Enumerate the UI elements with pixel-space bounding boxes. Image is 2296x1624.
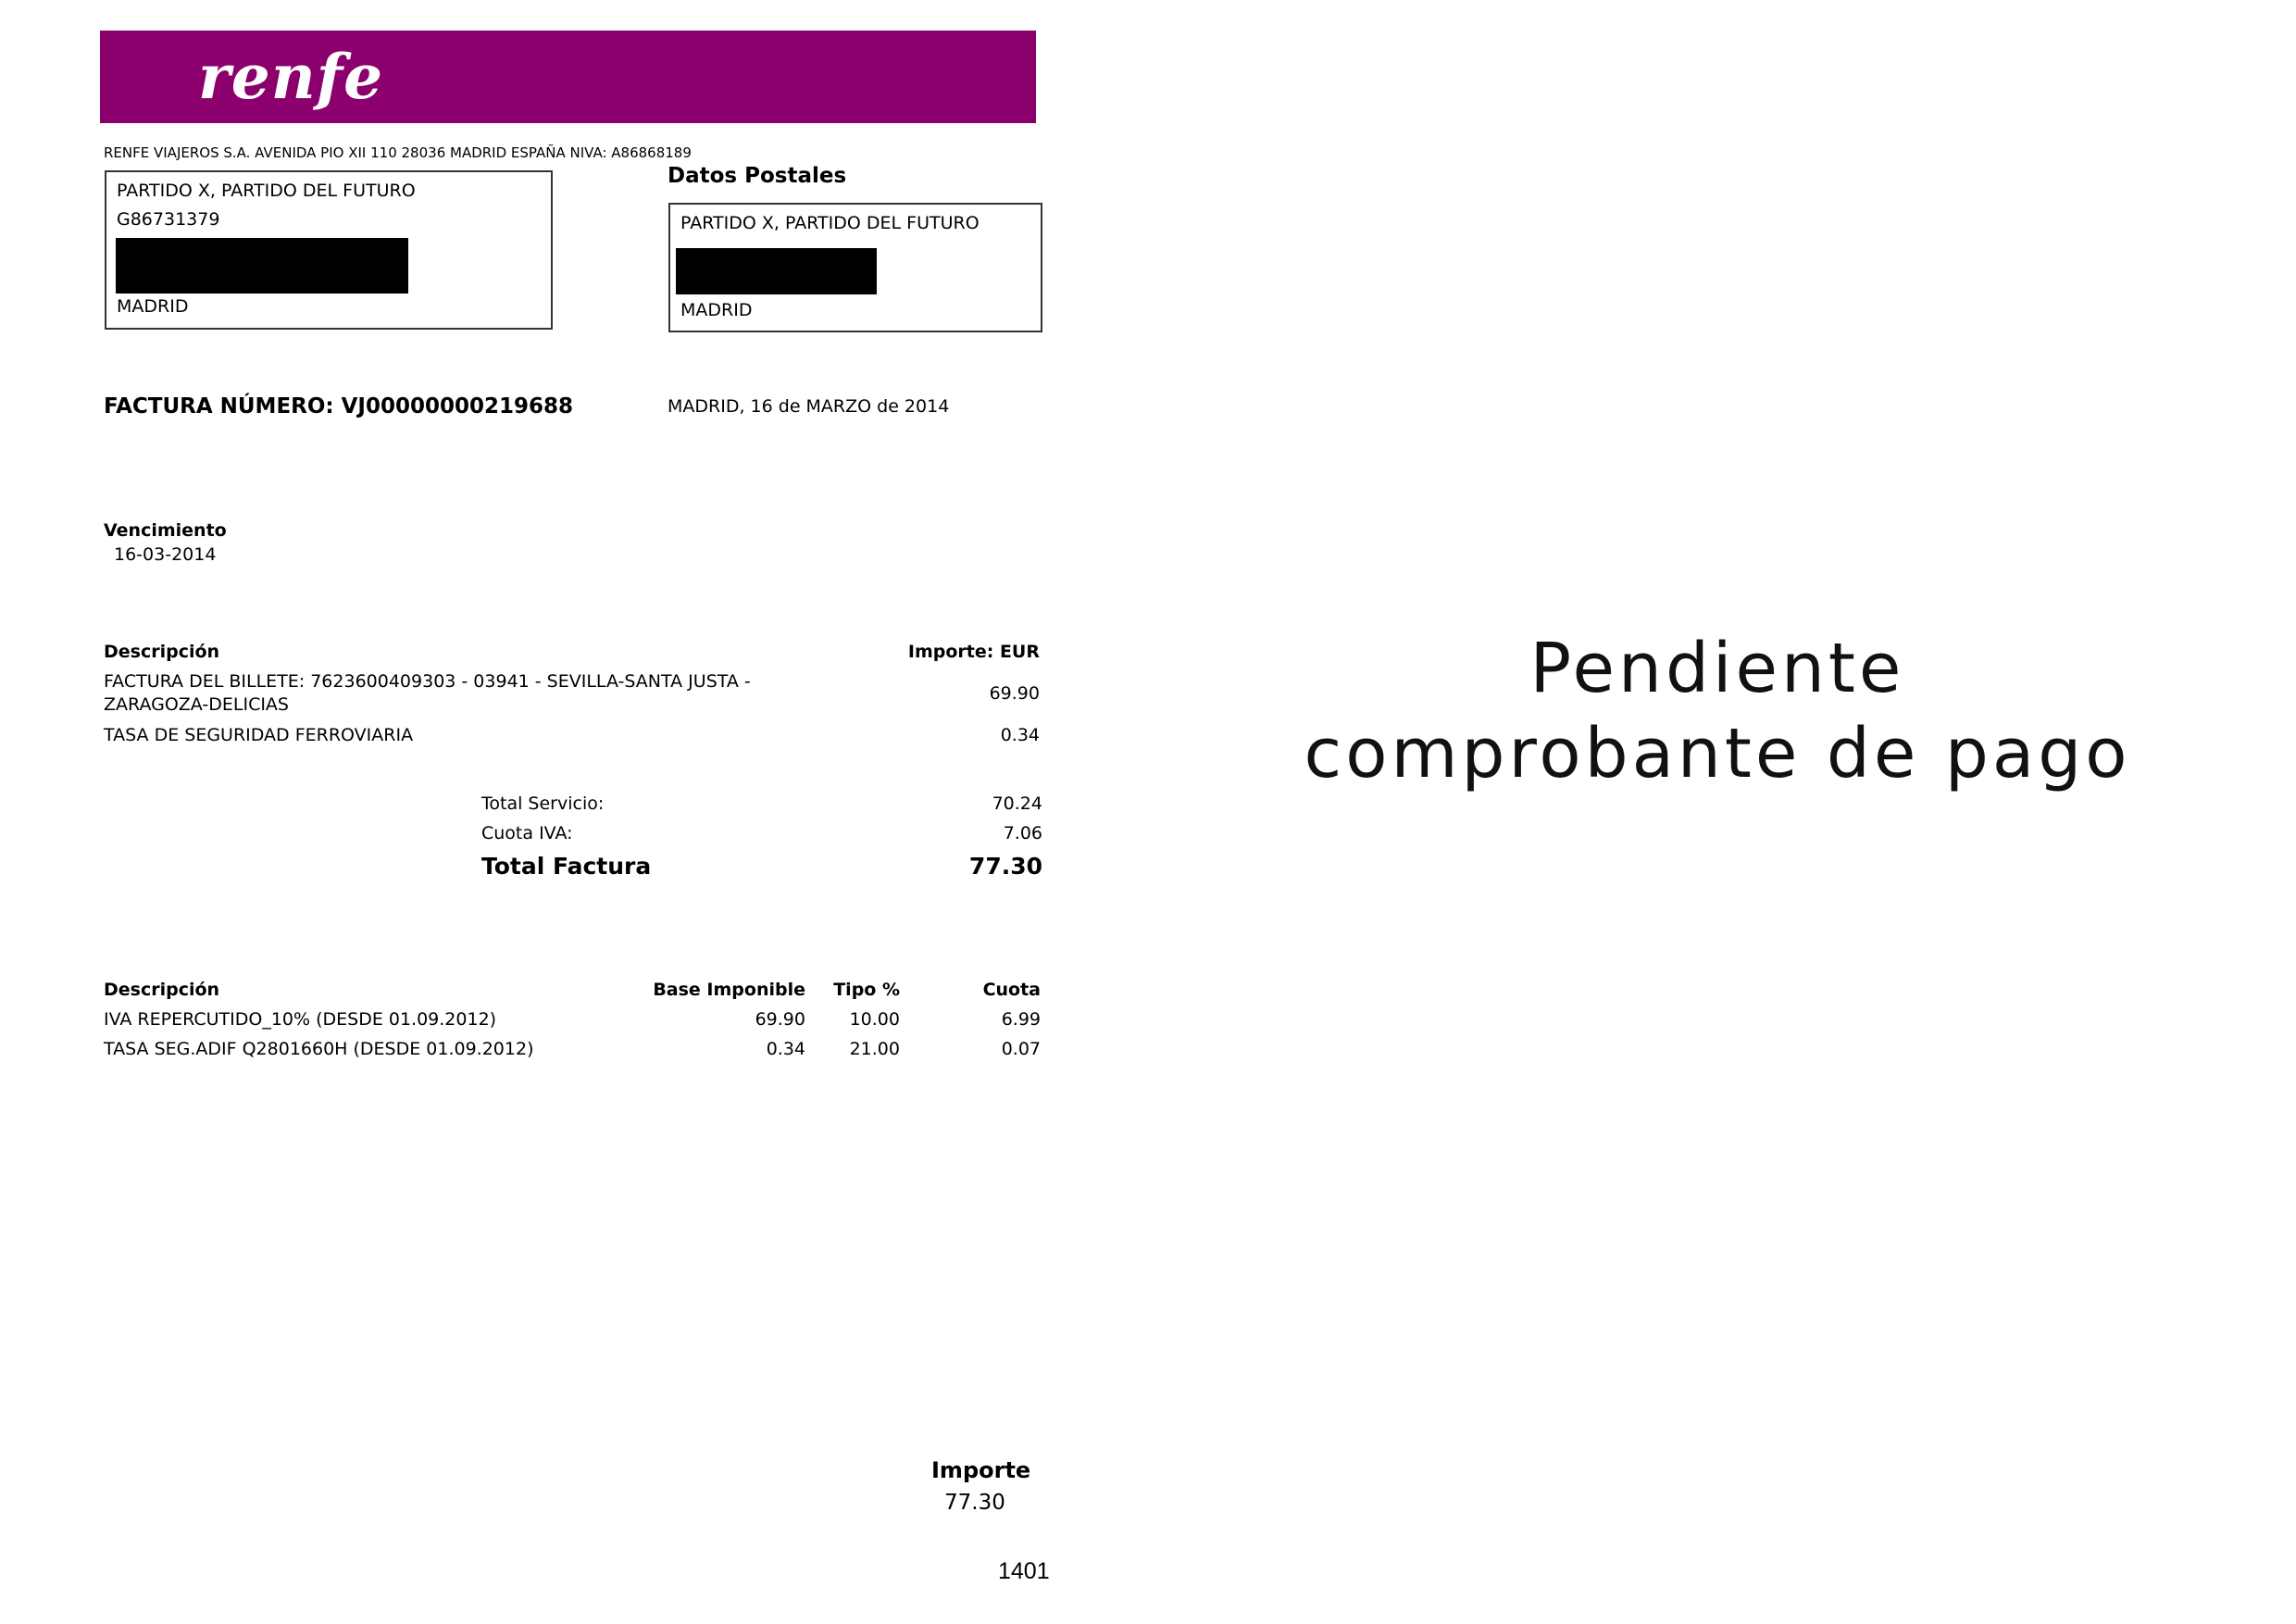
pending-notice-line1: Pendiente [1529, 629, 1905, 708]
importe-label: Importe [931, 1457, 1031, 1483]
lines-header-description: Descripción [104, 642, 220, 662]
postal-city: MADRID [680, 300, 753, 320]
invoice-total-label: Total Factura [481, 853, 652, 880]
tax-header-description: Descripción [104, 980, 220, 1000]
tax-row-quota: 6.99 [1001, 1009, 1041, 1030]
company-info-line: RENFE VIAJEROS S.A. AVENIDA PIO XII 110 28036 MADRID ESPAÑA NIVA: A86868189 [104, 144, 692, 161]
total-service-label: Total Servicio: [481, 793, 605, 814]
redacted-address-block [116, 238, 408, 294]
tax-header-quota: Cuota [982, 980, 1041, 1000]
total-service-value: 70.24 [992, 793, 1042, 814]
line-item-amount: 0.34 [1000, 725, 1040, 745]
customer-address-box [105, 170, 553, 330]
invoice-total-value: 77.30 [968, 853, 1042, 880]
line-item-description-cont: ZARAGOZA-DELICIAS [104, 694, 289, 715]
postal-name: PARTIDO X, PARTIDO DEL FUTURO [680, 213, 980, 233]
line-item-amount: 69.90 [989, 683, 1040, 704]
customer-city: MADRID [117, 296, 189, 317]
tax-row-description: IVA REPERCUTIDO_10% (DESDE 01.09.2012) [104, 1009, 497, 1030]
invoice-place-date: MADRID, 16 de MARZO de 2014 [668, 396, 950, 417]
pending-payment-notice [1250, 626, 2185, 796]
tax-row-base: 69.90 [755, 1009, 805, 1030]
lines-header-amount: Importe: EUR [907, 642, 1040, 662]
page-number: 1401 [998, 1558, 1050, 1584]
pending-notice-line2: comprobante de pago [1304, 714, 2131, 793]
postal-address-box [668, 203, 1042, 332]
importe-value: 77.30 [944, 1491, 1005, 1515]
tax-header-base: Base Imponible [653, 980, 805, 1000]
tax-row-rate: 21.00 [849, 1039, 900, 1059]
tax-row-description: TASA SEG.ADIF Q2801660H (DESDE 01.09.2012) [104, 1039, 534, 1059]
tax-row-quota: 0.07 [1001, 1039, 1041, 1059]
redacted-postal-address [676, 248, 877, 294]
tax-row-base: 0.34 [766, 1039, 805, 1059]
customer-name: PARTIDO X, PARTIDO DEL FUTURO [117, 181, 416, 201]
tax-header-rate: Tipo % [833, 980, 900, 1000]
invoice-number: FACTURA NÚMERO: VJ00000000219688 [104, 394, 574, 418]
due-date-label: Vencimiento [104, 520, 227, 541]
iva-quota-label: Cuota IVA: [481, 823, 573, 843]
line-item-description: TASA DE SEGURIDAD FERROVIARIA [104, 725, 414, 745]
customer-tax-id: G86731379 [117, 209, 220, 230]
postal-data-title: Datos Postales [668, 164, 847, 188]
renfe-logo: renfe [198, 41, 384, 113]
due-date-value: 16-03-2014 [114, 544, 217, 565]
tax-row-rate: 10.00 [849, 1009, 900, 1030]
iva-quota-value: 7.06 [1003, 823, 1042, 843]
line-item-description: FACTURA DEL BILLETE: 7623600409303 - 03941 - SEVILLA-SANTA JUSTA - [104, 671, 751, 692]
